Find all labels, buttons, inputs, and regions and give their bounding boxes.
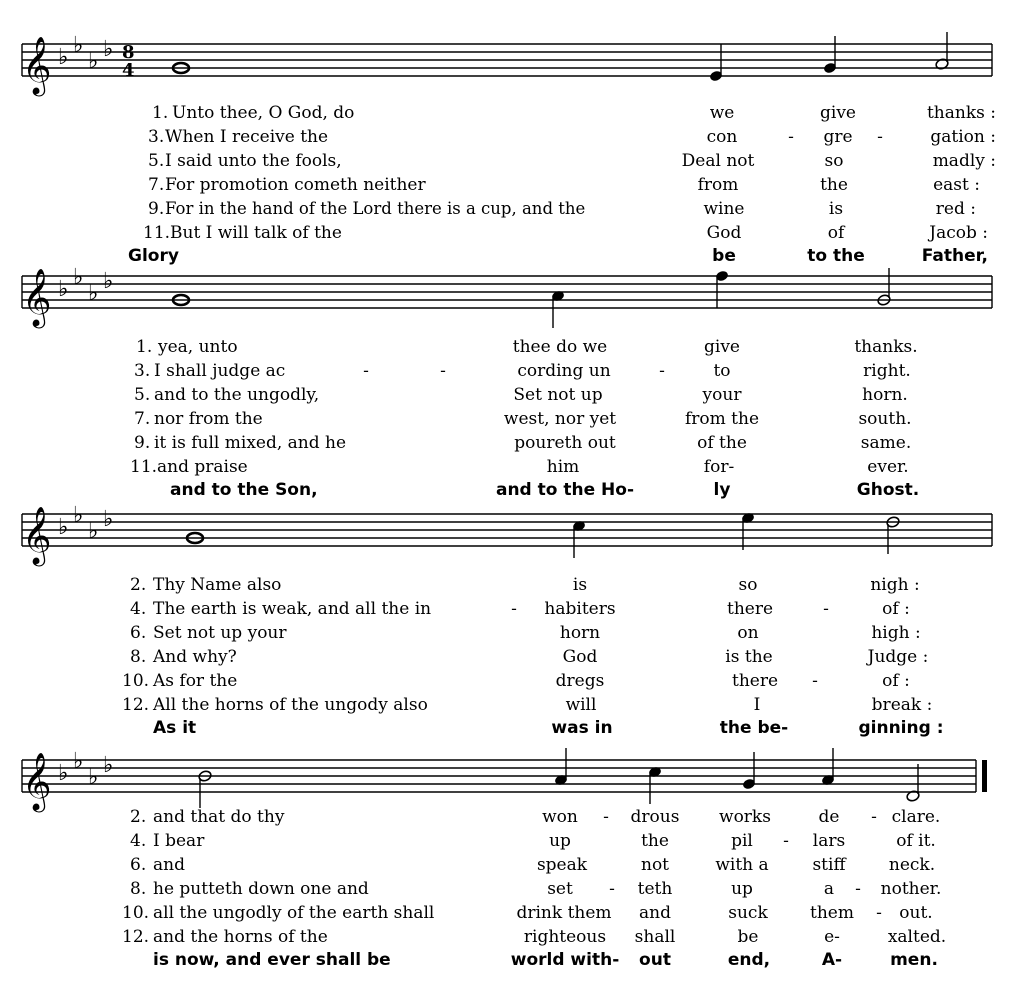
notes: [198, 748, 920, 808]
lyric-text: God: [562, 647, 598, 667]
lyric-text: Deal not: [681, 151, 755, 171]
lyric-text: for-: [703, 457, 735, 477]
lyric-text: I said unto the fools,: [165, 151, 342, 171]
lyric-text: I: [753, 695, 761, 715]
lyric-text: he putteth down one and: [153, 879, 369, 899]
lyric-text: drink them: [516, 903, 612, 923]
lyric-text: from the: [684, 409, 760, 429]
verse-number: 10.: [122, 903, 150, 923]
lyric-text: west, nor yet: [503, 409, 617, 429]
music-staff-3: [0, 470, 1024, 570]
lyric-text: con: [706, 127, 738, 147]
lyric-text: e-: [824, 927, 840, 947]
lyric-text: I shall judge ac: [154, 361, 286, 381]
doxology-text: and to the Son,: [170, 480, 318, 500]
treble-clef-icon: 𝄞: [22, 36, 52, 94]
lyric-text: The earth is weak, and all the in: [153, 599, 432, 619]
lyric-text: red :: [935, 199, 976, 219]
treble-clef-icon: 𝄞: [22, 752, 52, 810]
lyric-text: your: [702, 385, 742, 405]
lyric-text: habiters: [544, 599, 616, 619]
hyphen: -: [871, 807, 877, 827]
lyric-text: When I receive the: [165, 127, 329, 147]
svg-text:♭: ♭: [103, 269, 114, 294]
verse-number: 3.: [134, 361, 151, 381]
lyric-text: there: [726, 599, 774, 619]
lyric-text: speak: [536, 855, 588, 875]
lyric-text: teth: [637, 879, 673, 899]
lyric-text: For promotion cometh neither: [165, 175, 426, 195]
doxology-text: and to the Ho-: [495, 480, 635, 500]
doxology-text: As it: [153, 718, 197, 738]
lyric-text: up: [549, 831, 571, 851]
lyric-text: a: [823, 879, 835, 899]
doxology-text: men.: [890, 950, 938, 970]
svg-text:♭: ♭: [88, 281, 99, 306]
doxology-text: Ghost.: [856, 480, 920, 500]
lyric-text: I bear: [153, 831, 205, 851]
doxology-text: was in: [551, 718, 613, 738]
lyric-text: As for the: [153, 671, 238, 691]
lyric-text: clare.: [891, 807, 941, 827]
lyric-text: give: [820, 103, 856, 123]
verse-number: 9.: [148, 199, 165, 219]
lyric-text: of :: [882, 599, 910, 619]
lyric-text: break :: [871, 695, 933, 715]
svg-text:♭: ♭: [88, 519, 99, 544]
notes: [173, 268, 891, 328]
lyric-text: is: [828, 199, 844, 219]
lyric-text: Unto thee, O God, do: [172, 103, 355, 123]
lyric-text: them: [810, 903, 854, 923]
lyric-text: suck: [728, 903, 768, 923]
lyric-text: east :: [933, 175, 980, 195]
lyric-text: and: [153, 855, 185, 875]
final-barline-thick: [982, 760, 987, 792]
verse-number: 8.: [130, 647, 147, 667]
doxology-text: ly: [713, 480, 731, 500]
lyric-text: all the ungodly of the earth shall: [153, 903, 435, 923]
lyric-text: set: [547, 879, 573, 899]
verse-number: 12.: [122, 927, 150, 947]
lyric-text: it is full mixed, and he: [154, 433, 347, 453]
verse-number: 2.: [130, 807, 147, 827]
verse-number: 12.: [122, 695, 150, 715]
lyric-text: dregs: [555, 671, 605, 691]
verse-number: 11.: [143, 223, 171, 243]
lyric-text: and that do thy: [153, 807, 285, 827]
doxology-text: Glory: [128, 246, 179, 266]
time-signature-top: 8: [122, 42, 135, 63]
hyphen: -: [855, 879, 861, 899]
lyric-text: of the: [697, 433, 747, 453]
lyric-text: from: [697, 175, 739, 195]
music-staff-4: [0, 716, 1024, 816]
hyphen: -: [659, 361, 665, 381]
lyric-text: we: [709, 103, 735, 123]
lyric-text: thee do we: [512, 337, 608, 357]
lyric-text: nother.: [880, 879, 942, 899]
lyric-text: drous: [630, 807, 680, 827]
hyphen: -: [783, 831, 789, 851]
lyric-text: up: [731, 879, 753, 899]
verse-number: 7.: [134, 409, 151, 429]
doxology-text: the be-: [719, 718, 789, 738]
doxology-text: be: [712, 246, 736, 266]
hyphen: -: [511, 599, 517, 619]
verse-number: 2.: [130, 575, 147, 595]
lyric-text: Judge :: [867, 647, 929, 667]
verse-number: 11.: [130, 457, 158, 477]
lyric-text: Set not up: [513, 385, 603, 405]
svg-text:♭: ♭: [58, 45, 69, 70]
verse-number: 6.: [130, 623, 147, 643]
lyric-text: south.: [858, 409, 912, 429]
doxology-text: is now, and ever shall be: [153, 950, 391, 970]
svg-text:♭: ♭: [103, 37, 114, 62]
lyric-text: and to the ungodly,: [154, 385, 320, 405]
lyric-text: the: [641, 831, 669, 851]
lyric-text: of :: [882, 671, 910, 691]
doxology-text: to the: [807, 246, 865, 266]
hyphen: -: [877, 127, 883, 147]
verse-number: 1.: [136, 337, 153, 357]
music-staff-2: [0, 232, 1024, 332]
doxology-text: Father,: [921, 246, 988, 266]
music-staff-1: [0, 0, 1024, 100]
doxology-text: end,: [727, 950, 771, 970]
lyric-text: so: [824, 151, 844, 171]
lyric-text: not: [640, 855, 670, 875]
verse-number: 1.: [152, 103, 169, 123]
lyric-text: and praise: [157, 457, 248, 477]
lyric-text: of it.: [896, 831, 936, 851]
lyric-text: nigh :: [870, 575, 920, 595]
verse-number: 5.: [134, 385, 151, 405]
hyphen: -: [603, 807, 609, 827]
verse-number: 8.: [130, 879, 147, 899]
lyric-text: on: [737, 623, 759, 643]
lyric-text: For in the hand of the Lord there is a cup, and the: [165, 199, 586, 218]
lyric-text: pil: [731, 831, 753, 851]
lyric-text: is the: [725, 647, 773, 667]
lyric-text: and the horns of the: [153, 927, 328, 947]
lyric-text: so: [738, 575, 758, 595]
verse-number: 7.: [148, 175, 165, 195]
svg-text:♭: ♭: [103, 507, 114, 532]
treble-clef-icon: 𝄞: [22, 506, 52, 564]
verse-number: 4.: [130, 831, 147, 851]
lyric-text: gre: [823, 127, 853, 147]
lyric-text: is: [572, 575, 588, 595]
lyric-text: madly :: [932, 151, 996, 171]
svg-text:♭: ♭: [73, 503, 84, 528]
hyphen: -: [876, 903, 882, 923]
lyric-text: de: [818, 807, 840, 827]
hyphen: -: [788, 127, 794, 147]
lyric-text: nor from the: [154, 409, 263, 429]
svg-text:♭: ♭: [103, 753, 114, 778]
lyric-text: horn.: [862, 385, 908, 405]
lyric-text: shall: [634, 927, 676, 947]
verse-number: 4.: [130, 599, 147, 619]
svg-text:♭: ♭: [73, 33, 84, 58]
notes: [187, 512, 900, 558]
lyric-text: Jacob :: [929, 223, 988, 243]
svg-text:♭: ♭: [58, 515, 69, 540]
lyric-text: cording un: [517, 361, 611, 381]
lyric-text: righteous: [523, 927, 607, 947]
lyric-text: with a: [715, 855, 769, 875]
treble-clef-icon: 𝄞: [22, 268, 52, 326]
lyric-text: him: [546, 457, 580, 477]
lyric-text: be: [737, 927, 759, 947]
lyric-text: All the horns of the ungody also: [153, 695, 428, 715]
verse-number: 10.: [122, 671, 150, 691]
hyphen: -: [363, 361, 369, 381]
lyric-text: stiff: [812, 855, 846, 875]
doxology-text: world with-: [510, 950, 620, 970]
lyric-text: thanks.: [854, 337, 918, 357]
lyric-text: ever.: [867, 457, 909, 477]
lyric-text: will: [565, 695, 597, 715]
doxology-text: out: [639, 950, 671, 970]
lyric-text: God: [706, 223, 742, 243]
lyric-text: lars: [812, 831, 846, 851]
lyric-text: xalted.: [887, 927, 947, 947]
lyric-text: there: [731, 671, 779, 691]
svg-text:♭: ♭: [58, 277, 69, 302]
lyric-text: neck.: [888, 855, 936, 875]
svg-text:♭: ♭: [88, 765, 99, 790]
verse-number: 6.: [130, 855, 147, 875]
lyric-text: yea, unto: [158, 337, 238, 357]
lyric-text: wine: [703, 199, 745, 219]
lyric-text: of: [827, 223, 845, 243]
lyric-text: gation :: [930, 127, 996, 147]
hyphen: -: [440, 361, 446, 381]
doxology-text: A-: [821, 950, 843, 970]
lyric-text: thanks :: [926, 103, 996, 123]
lyric-text: And why?: [153, 647, 237, 667]
lyric-text: high :: [871, 623, 921, 643]
lyric-text: to: [713, 361, 731, 381]
lyric-text: and: [639, 903, 671, 923]
time-signature-bottom: 4: [122, 60, 135, 81]
verse-number: 9.: [134, 433, 151, 453]
svg-text:♭: ♭: [88, 49, 99, 74]
lyric-text: won: [542, 807, 578, 827]
notes: [173, 32, 949, 82]
lyric-text: give: [704, 337, 740, 357]
lyric-text: But I will talk of the: [170, 223, 342, 243]
verse-number: 5.: [148, 151, 165, 171]
lyric-text: the: [820, 175, 848, 195]
lyric-text: works: [719, 807, 771, 827]
hyphen: -: [609, 879, 615, 899]
hyphen: -: [823, 599, 829, 619]
lyric-text: horn: [559, 623, 601, 643]
lyric-text: Thy Name also: [153, 575, 282, 595]
lyric-text: right.: [863, 361, 911, 381]
svg-text:♭: ♭: [73, 265, 84, 290]
hyphen: -: [812, 671, 818, 691]
doxology-text: ginning :: [858, 718, 944, 738]
lyric-text: poureth out: [514, 433, 616, 453]
verse-number: 3.: [148, 127, 165, 147]
svg-text:♭: ♭: [58, 761, 69, 786]
lyric-text: same.: [860, 433, 912, 453]
svg-text:♭: ♭: [73, 749, 84, 774]
lyric-text: out.: [899, 903, 933, 923]
lyric-text: Set not up your: [153, 623, 287, 643]
